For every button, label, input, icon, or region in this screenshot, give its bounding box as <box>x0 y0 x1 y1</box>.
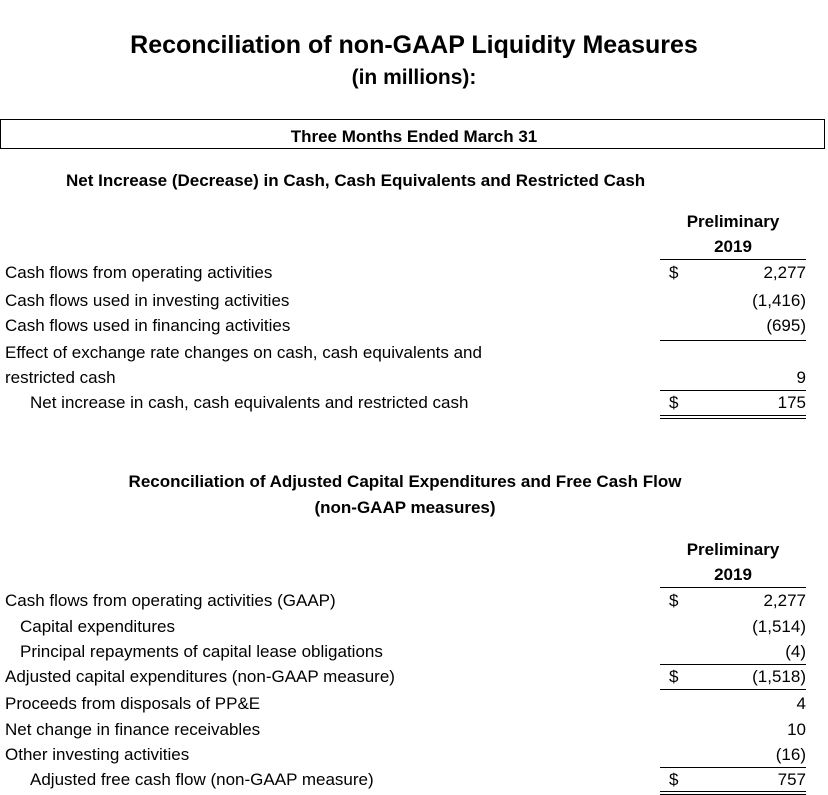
row-fx-label-cont: restricted cash <box>5 368 116 387</box>
row-lease-repay-value: (4) <box>785 642 806 661</box>
section2-double-underline <box>660 791 806 795</box>
section1-column-header: Preliminary <box>686 212 780 231</box>
row-lease-repay-label: Principal repayments of capital lease obligations <box>20 642 383 661</box>
row-free-cash-flow-value: 757 <box>777 770 806 789</box>
section1-title: Net Increase (Decrease) in Cash, Cash Equivalents and Restricted Cash <box>66 171 646 190</box>
section2-title: Reconciliation of Adjusted Capital Expenditures and Free Cash Flow <box>128 472 682 491</box>
section1-double-underline <box>660 415 806 419</box>
row-free-cash-flow-label: Adjusted free cash flow (non-GAAP measure) <box>30 770 374 789</box>
row-operating-value: 2,277 <box>763 263 806 282</box>
row-fx-value: 9 <box>796 368 806 387</box>
row-net-increase-label: Net increase in cash, cash equivalents and restricted cash <box>30 393 469 412</box>
section2-column-year: 2019 <box>714 565 752 584</box>
section2-subtitle: (non-GAAP measures) <box>314 498 496 517</box>
row-investing-label: Cash flows used in investing activities <box>5 291 290 310</box>
period-label: Three Months Ended March 31 <box>290 127 538 146</box>
row-other-investing-value: (16) <box>775 745 806 764</box>
row-ops-gaap-value: 2,277 <box>763 591 806 610</box>
row-ppe-label: Proceeds from disposals of PP&E <box>5 694 261 713</box>
row-finance-recv-value: 10 <box>787 720 806 739</box>
row-free-cash-flow-currency: $ <box>669 770 679 789</box>
row-net-increase-currency: $ <box>669 393 679 412</box>
row-financing-label: Cash flows used in financing activities <box>5 316 291 335</box>
section1-divider <box>660 340 806 341</box>
row-adj-capex-value: (1,518) <box>752 667 806 686</box>
row-operating-currency: $ <box>669 263 679 282</box>
row-ppe-value: 4 <box>796 694 806 713</box>
row-operating-label: Cash flows from operating activities <box>5 263 273 282</box>
row-adj-capex-currency: $ <box>669 667 679 686</box>
row-other-investing-label: Other investing activities <box>5 745 190 764</box>
row-capex-value: (1,514) <box>752 617 806 636</box>
row-investing-value: (1,416) <box>752 291 806 310</box>
section2-adj-capex-rule <box>660 689 806 690</box>
row-ops-gaap-label: Cash flows from operating activities (GAAP) <box>5 591 336 610</box>
section1-header-underline <box>660 259 806 260</box>
section1-column-year: 2019 <box>714 237 752 256</box>
row-adj-capex-label: Adjusted capital expenditures (non-GAAP measure) <box>5 667 395 686</box>
page-subtitle: (in millions): <box>351 66 477 89</box>
row-net-increase-value: 175 <box>777 393 806 412</box>
page-title: Reconciliation of non-GAAP Liquidity Measures <box>130 31 698 59</box>
row-ops-gaap-currency: $ <box>669 591 679 610</box>
section2-header-underline <box>660 587 806 588</box>
row-fx-label: Effect of exchange rate changes on cash, cash equivalents and <box>5 343 482 362</box>
section2-column-header: Preliminary <box>686 540 780 559</box>
row-finance-recv-label: Net change in finance receivables <box>5 720 261 739</box>
row-financing-value: (695) <box>766 316 806 335</box>
row-capex-label: Capital expenditures <box>20 617 175 636</box>
